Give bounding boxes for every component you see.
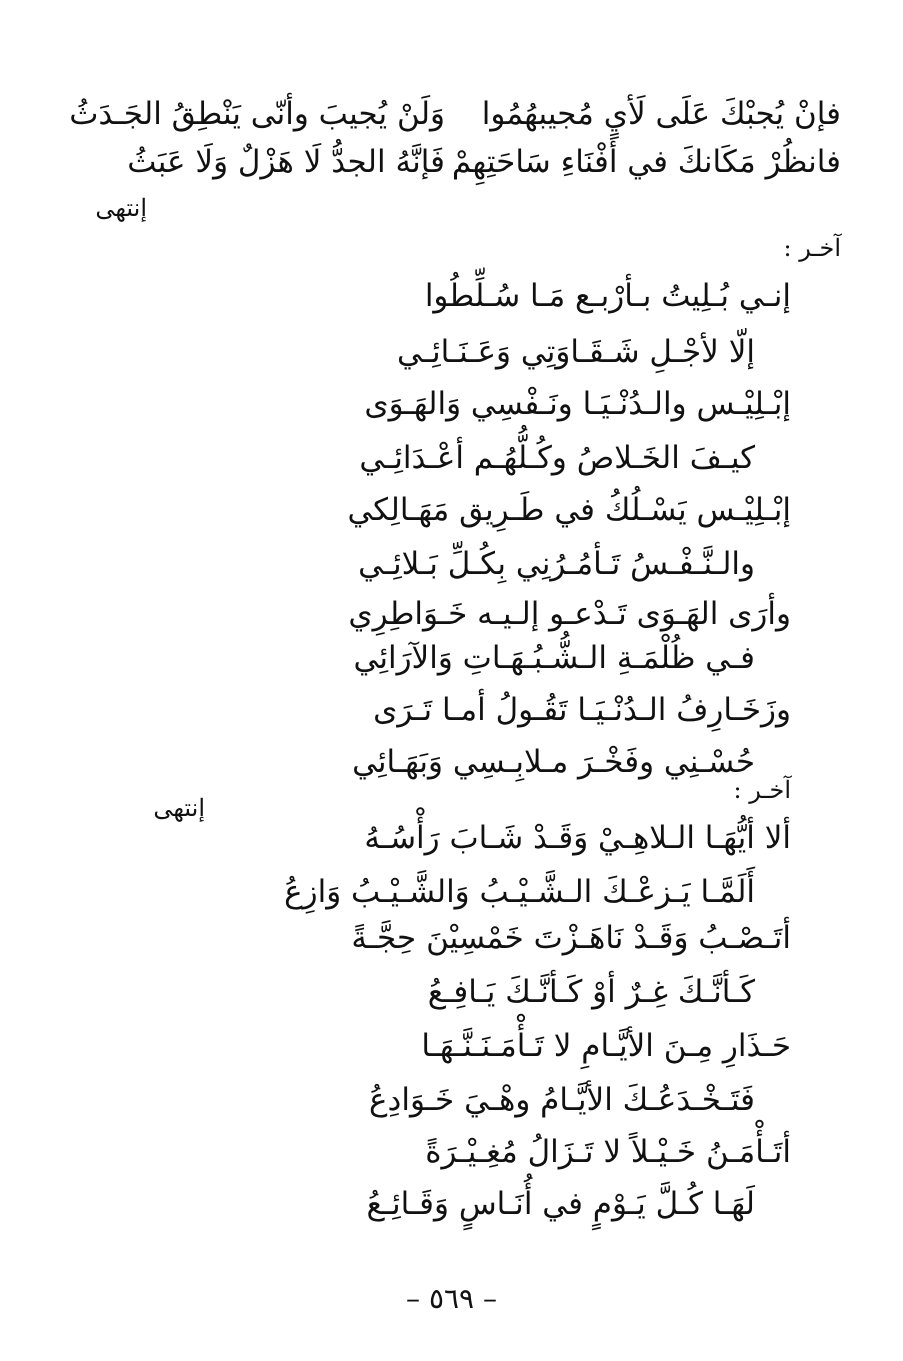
verse-2-left-hemistich: فَإنَّهُ الجدُّ لَا هَزْلٌ وَلَا عَبَثُ bbox=[127, 144, 445, 180]
poem-line: كيـفَ الخَـلاصُ وكُـلُّهُـم أعْـدَائِـي bbox=[359, 440, 755, 476]
poem-line: والـنَّـفْـسُ تَـأمُـرُنِي بِكُـلِّ بَـلائِـي bbox=[358, 546, 755, 582]
poem-line: حَـذَارِ مِـنَ الأيَّـامِ لا تَـأْمَـنَـنَّـهَـا bbox=[421, 1028, 791, 1064]
poem-line: إلّا لأجْـلِ شَـقَـاوَتِي وَعَـنَـائِـي bbox=[397, 334, 755, 370]
page-number: – ٥٦٩ – bbox=[406, 1282, 497, 1315]
poem-line: لَهَـا كُـلَّ يَـوْمٍ في أُنَـاسٍ وَقَـائِـعُ bbox=[366, 1186, 755, 1222]
end-note-1: إنتهى bbox=[95, 194, 147, 222]
poem-line: حُسْـنِي وفَخْـرَ مـلابِـسِي وَبَهَـائِي bbox=[352, 744, 755, 780]
poem-line: ألا أيُّهَـا الـلاهِـيْ وَقَـدْ شَـابَ رَأْسُـهُ bbox=[364, 820, 791, 856]
verse-2-right-hemistich: فانظُرْ مَكَانكَ في أفْنَاءِ سَاحَتِهِمْ bbox=[451, 144, 841, 180]
poem-line: وزَخَـارِفُ الـدُنْـيَـا تَقُـولُ أمـا تَـرَى bbox=[373, 692, 791, 728]
poem-line: فَتَـخْـدَعُـكَ الأيَّـامُ وهْـيَ خَـوَادِعُ bbox=[369, 1082, 755, 1118]
poem-line: أَلَمَّـا يَـزعْـكَ الـشَّـيْـبُ وَالشَّـيْـبُ وَازِعُ bbox=[284, 874, 755, 910]
poem-line: أتَـأْمَـنُ خَـيْـلاً لا تَـزَالُ مُغِـيْـرَةً bbox=[425, 1134, 791, 1170]
poem-line: وأرَى الهَـوَى تَـدْعـو إلـيـه خَـوَاطِرِي bbox=[348, 596, 791, 632]
poem-line: إنـي بُـلِيتُ بـأرْبـع مَـا سُـلِّطُوا bbox=[424, 278, 791, 314]
poem-line: إبْـلِيْـس والـدُنْـيَـا ونَـفْسِي وَالهَـوَى bbox=[364, 386, 791, 422]
end-note-2: إنتهى bbox=[153, 794, 205, 822]
verse-1-right-hemistich: فإنْ يُجبْكَ عَلَى لَأيٍ مُجيبهُمُوا bbox=[481, 96, 841, 132]
section-1-heading: آخـر : bbox=[783, 234, 841, 262]
verse-1-left-hemistich: وَلَنْ يُجيبَ وأنّى يَنْطِقُ الجَـدَثُ bbox=[69, 96, 445, 132]
poem-line: كَـأنَّـكَ غِـرٌ أوْ كَـأنَّـكَ يَـافِـعُ bbox=[427, 974, 755, 1010]
poem-line: فـي ظُلْمَـةِ الـشُّـبُـهَـاتِ وَالآرَائِي bbox=[353, 640, 755, 676]
section-2-heading: آخـر : bbox=[733, 776, 791, 804]
poem-line: إبْـلِيْـس يَسْـلُكُ في طَـرِيق مَهَـالِكي bbox=[347, 492, 791, 528]
poem-line: أتَـصْـبُ وَقَـدْ نَاهَـزْتَ خَمْسِيْنَ حِجَّـةً bbox=[351, 920, 791, 956]
